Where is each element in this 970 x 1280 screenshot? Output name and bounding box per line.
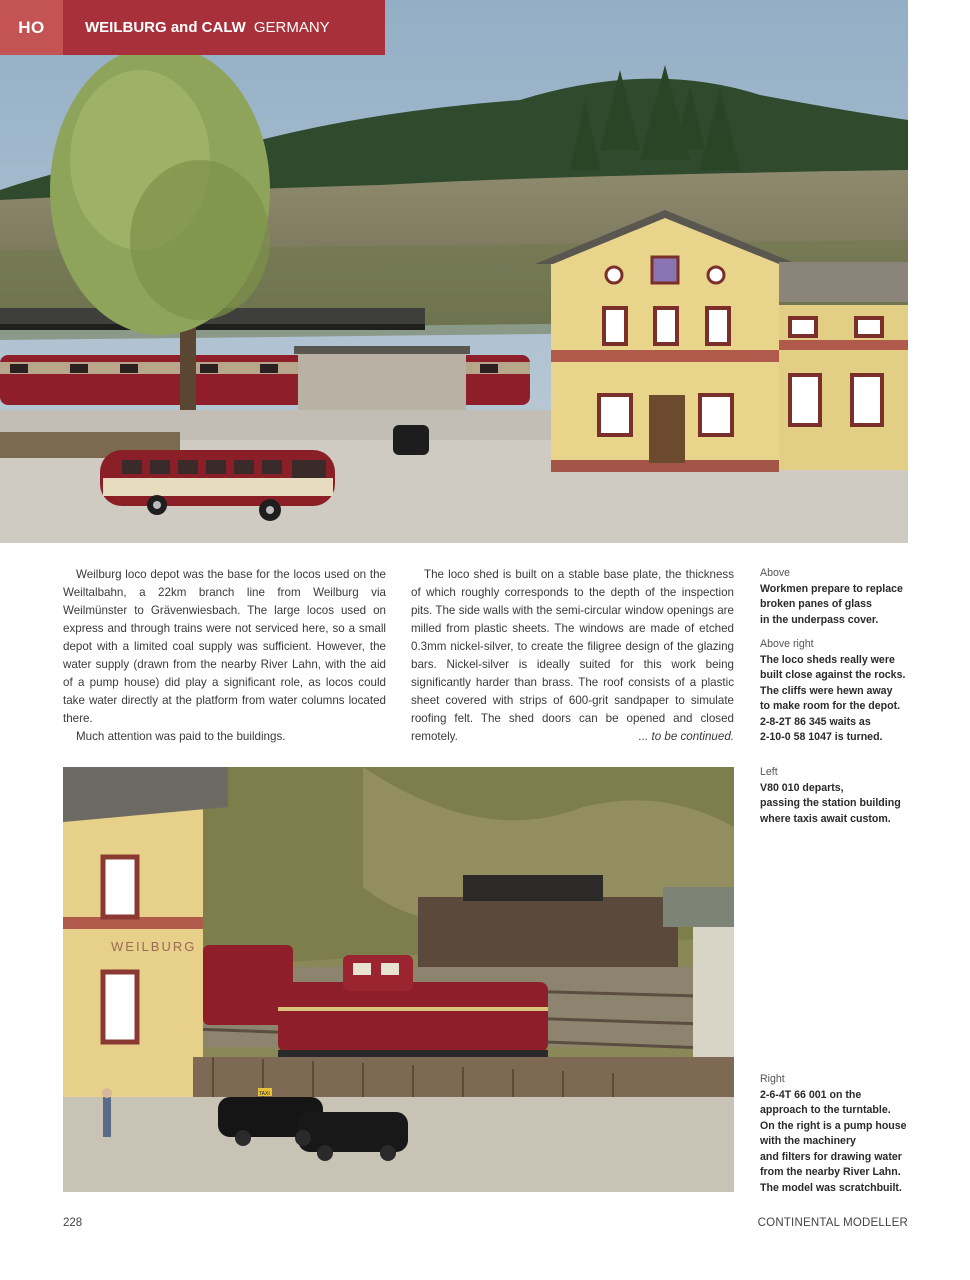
caption-text: Workmen prepare to replace broken panes of glass in the underpass cover. (760, 582, 903, 626)
article-paragraph (411, 566, 734, 746)
caption-text: V80 010 departs, passing the station building where taxis await custom. (760, 781, 901, 825)
caption-above (760, 566, 920, 628)
article-paragraph: Weilburg loco depot was the base for the locos used on the Weiltalbahn, a 22km branch line from Weilburg via Weilmünster to Grävenwiesbach. The large locos used on express and through trains were not serviced here, so a small depot with a limited coal supply was sufficient. However, the water supply (drawn from the nearby River Lahn, with the aid of a pump house) did play a significant role, as locos could take water directly at the platform from water columns located there. (63, 568, 386, 725)
to-be-continued: ... to be continued. (638, 730, 734, 743)
article-country: GERMANY (253, 19, 330, 36)
article-paragraph: Much attention was paid to the buildings. (76, 730, 286, 743)
caption-label: Right (760, 1073, 785, 1085)
station-scene-illustration (0, 0, 908, 543)
caption-label: Above right (760, 638, 814, 650)
article-title-bold: WEILBURG and CALW (85, 19, 246, 36)
locomotive-scene-illustration (63, 767, 734, 1192)
article-title (63, 0, 385, 55)
caption-text: 2-6-4T 66 001 on the approach to the turntable. On the right is a pump house with the machinery and filters for drawing water from the nearby River Lahn. The model was scratchbuilt. (760, 1088, 907, 1194)
photo-station-overview (0, 0, 908, 543)
caption-label: Above (760, 567, 791, 579)
taxi-sign: TAXI (259, 1091, 270, 1097)
caption-above-right (760, 637, 920, 746)
article-column-middle (411, 566, 734, 746)
magazine-name: CONTINENTAL MODELLER (757, 1217, 908, 1229)
page-number: 228 (63, 1217, 83, 1229)
section-header (0, 0, 385, 55)
photo-locomotive-departing (63, 767, 734, 1192)
caption-right (760, 1072, 920, 1196)
caption-left (760, 765, 920, 827)
caption-text: The loco sheds really were built close against the rocks. The cliffs were hewn away to make room for the depot. 2-8-2T 86 345 waits as 2-10-0 58 1047 is turned. (760, 653, 906, 743)
article-paragraph-text: The loco shed is built on a stable base plate, the thickness of which roughly corresponds to the depth of the inspection pits. The side walls with the semi-circular window openings are milled from plastic sheets. The windows are made of etched 0.3mm nickel-silver, to create the filigree design of the glazing bars. Nickel-silver is ideally suited for this work being significantly harder than brass. The roof consists of a plastic sheet covered with strips of 600-grit sandpaper to simulate roofing felt. The shed doors can be opened and closed remotely. (411, 568, 734, 743)
station-sign: WEILBURG (111, 939, 197, 954)
article-column-left (63, 566, 386, 746)
caption-label: Left (760, 766, 778, 778)
scale-tag: HO (0, 0, 63, 55)
